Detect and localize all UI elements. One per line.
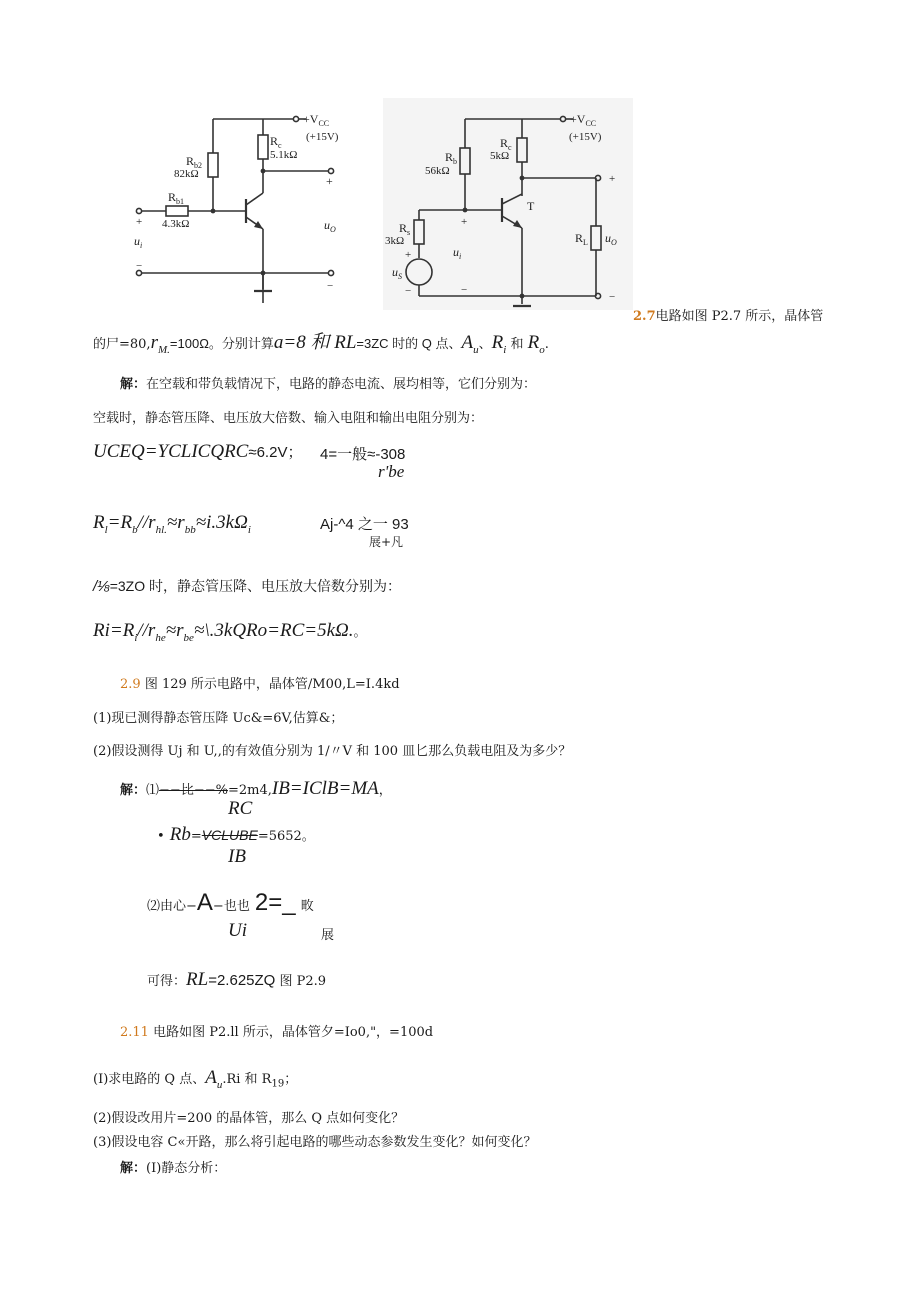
rc-value: 5.1kΩ bbox=[270, 149, 298, 161]
problem-number: 2.7 bbox=[633, 309, 656, 324]
us-minus: − bbox=[405, 285, 412, 297]
vcc-label: $+V_{CC}$ bbox=[570, 112, 597, 128]
problem-2-9-q2: (2)假设测得 Uj 和 U,,的有效值分别为 1/〃V 和 100 皿匕那么负载电阻及为多少？ bbox=[93, 744, 572, 759]
problem-2-11-q3: (3)假设电容 C«开路，那么将引起电路的哪些动态参数发生变化？如何变化？ bbox=[93, 1135, 537, 1150]
rc-label: $R_c$ bbox=[270, 134, 282, 150]
plus-base: + bbox=[461, 216, 468, 228]
rc-label: $R_c$ bbox=[500, 136, 512, 152]
problem-2-11-q2: (2)假设改用片=200 的晶体管，那么 Q 点如何变化？ bbox=[93, 1111, 405, 1126]
plus-out: + bbox=[609, 173, 616, 185]
solution-2-7-intro: 解：在空载和带负载情况下，电路的静态电流、展均相等，它们分别为： bbox=[120, 377, 537, 392]
plus-out: + bbox=[326, 174, 333, 188]
rb2-value: 82kΩ bbox=[174, 168, 199, 180]
rs-label: $R_s$ bbox=[399, 221, 411, 237]
plus-in: + bbox=[136, 216, 143, 228]
equation-au-denominator: r'be bbox=[378, 462, 405, 481]
solution-2-7-load: /⅛=3ZO 时，静态管压降、电压放大倍数分别为： bbox=[93, 578, 401, 595]
uo-label: $u_O$ bbox=[324, 218, 336, 234]
minus-out: − bbox=[327, 280, 334, 292]
rc-value: 5kΩ bbox=[490, 150, 510, 162]
rs-value: 3kΩ bbox=[385, 235, 405, 247]
resistor-rb2 bbox=[208, 153, 218, 177]
circuit-diagram-2 bbox=[383, 98, 633, 310]
rb1-label: $R_{b1}$ bbox=[168, 190, 185, 206]
equation-au-no-load: 4=一般≈-308 bbox=[320, 446, 406, 463]
resistor-rb1 bbox=[166, 206, 188, 216]
solution-2-9-step3: ⑵由心−A−也也 2=_ 畋 bbox=[147, 889, 314, 916]
rb-label: $R_b$ bbox=[445, 150, 458, 166]
minus-in: − bbox=[136, 260, 143, 272]
equation-uceq: UCEQ=YCLICQRC≈6.2V； bbox=[93, 441, 303, 462]
rl-label: $R_L$ bbox=[575, 231, 588, 247]
solution-2-9-step3-den: Ui bbox=[228, 920, 247, 941]
minus-base: − bbox=[461, 284, 468, 296]
ui-label: $u_i$ bbox=[453, 245, 462, 261]
equation-ai-denominator: 展+凡 bbox=[369, 535, 404, 549]
problem-2-9-q1: (1)现已测得静态管压降 Uc&=6V,估算&； bbox=[93, 711, 344, 726]
problem-2-7-title: 2.7电路如图 P2.7 所示，晶体管 bbox=[633, 309, 824, 324]
problem-2-9-title: 2.9 图 129 所示电路中，晶体管/M00,L=I.4kd bbox=[120, 677, 400, 692]
vcc-value: (+15V) bbox=[569, 131, 602, 143]
solution-2-9-step2-den: IB bbox=[228, 846, 246, 867]
rb-value: 56kΩ bbox=[425, 165, 450, 177]
solution-2-11: 解：(I)静态分析： bbox=[120, 1161, 227, 1176]
solution-2-9-step1-den: RC bbox=[228, 798, 253, 819]
us-plus: + bbox=[405, 249, 412, 261]
solution-2-7-no-load: 空载时，静态管压降、电压放大倍数、输入电阻和输出电阻分别为： bbox=[93, 411, 484, 426]
circuit-diagram-1 bbox=[128, 103, 360, 303]
solution-2-9-step3-den2: 展 bbox=[321, 928, 335, 943]
rb1-value: 4.3kΩ bbox=[162, 218, 190, 230]
solution-2-9-result: 可得：RL=2.625ZQ 图 P2.9 bbox=[147, 969, 327, 990]
resistor-rc bbox=[258, 135, 268, 159]
uo-label: $u_O$ bbox=[605, 231, 617, 247]
solution-2-9-step1: 解：⑴−−比−−%=2m4,IB=IClB=MA， bbox=[120, 778, 392, 799]
t-label: T bbox=[527, 199, 535, 213]
problem-2-11-q1: (I)求电路的 Q 点、$A_u.Ri$ 和 $R_{19}$； bbox=[93, 1067, 298, 1091]
equation-ai: Aj-^4 之一 93 bbox=[320, 516, 409, 533]
equation-ri-no-load: $R_l=R_b//r_{hl.}\approx r_{bb}\approx i.3k\Omega_i$ bbox=[93, 512, 251, 536]
rb2-label: $R_{b2}$ bbox=[186, 154, 203, 170]
equation-ri-load: $Ri=R_i//r_{he}\approx r_{be}\approx\backslash.3kQRo=RC=5k\Omega$.。 bbox=[93, 620, 367, 644]
vcc-label: $+V_{CC}$ bbox=[303, 112, 330, 128]
ui-label: $u_i$ bbox=[134, 234, 143, 250]
minus-out: − bbox=[609, 291, 616, 303]
vcc-value: (+15V) bbox=[306, 131, 339, 143]
solution-2-9-step2: • Rb=VCLUBE=5652。 bbox=[157, 824, 315, 845]
problem-2-11-title: 2.11 电路如图 P2.ll 所示，晶体管夕=Io0,"，=100d bbox=[120, 1025, 434, 1040]
problem-2-7-params: 的尸$=80,r_{M.}=100\Omega$。分别计算a=8 和 RL=3ZC 时的 Q 点、$A_u$、$R_i$ 和 $R_o$. bbox=[93, 332, 549, 356]
us-label: $u_S$ bbox=[392, 265, 402, 281]
